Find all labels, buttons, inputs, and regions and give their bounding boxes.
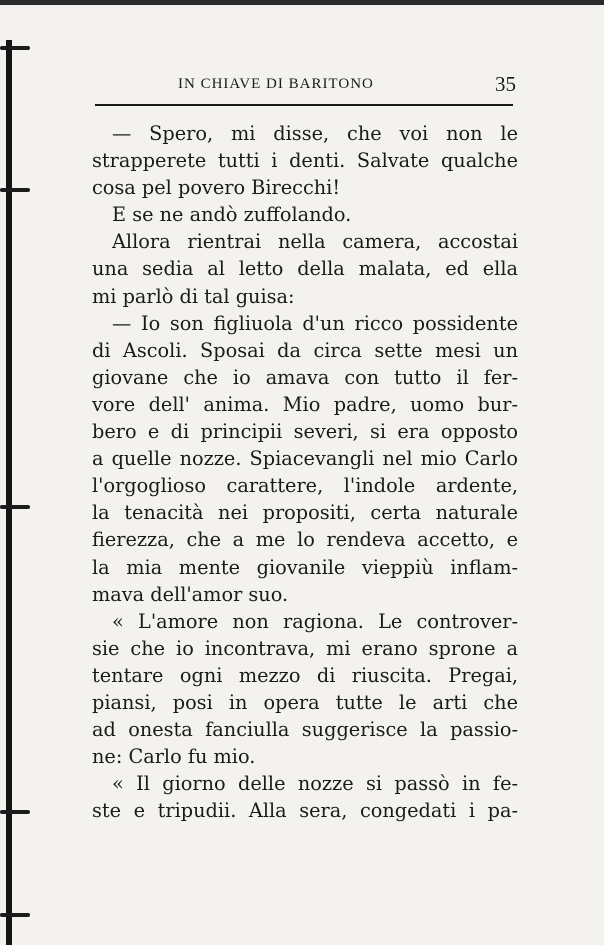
page-top-edge xyxy=(0,0,604,5)
page-header xyxy=(92,72,516,100)
text-line: Allora rientrai nella camera, accostai xyxy=(112,230,518,254)
text-line: mi parlò di tal guisa: xyxy=(92,284,295,308)
text-line: piansi, posi in opera tutte le arti che xyxy=(92,690,518,714)
text-line: ne: Carlo fu mio. xyxy=(92,745,256,769)
text-line: fierezza, che a me lo rendeva accetto, e xyxy=(92,528,518,552)
text-line: strapperete tutti i denti. Salvate qualche xyxy=(92,149,518,173)
binding-stitch xyxy=(0,188,30,192)
text-line: — Spero, mi disse, che voi non le xyxy=(112,122,518,145)
text-line: la mia mente giovanile vieppiù inflam- xyxy=(92,555,518,579)
binding-stitch xyxy=(0,913,30,917)
text-line: l'orgoglioso carattere, l'indole ardente, xyxy=(92,474,518,498)
text-line: bero e di principii severi, si era opposto xyxy=(92,420,518,444)
text-line: a quelle nozze. Spiacevangli nel mio Carlo xyxy=(92,447,518,471)
binding-stitch xyxy=(0,46,30,50)
running-title: IN CHIAVE DI BARITONO xyxy=(178,76,374,92)
text-line: vore dell' anima. Mio padre, uomo bur- xyxy=(92,392,518,416)
text-line: ste e tripudii. Alla sera, congedati i pa- xyxy=(92,799,518,823)
text-line: cosa pel povero Birecchi! xyxy=(92,176,341,200)
text-line: tentare ogni mezzo di riuscita. Pregai, xyxy=(92,663,518,687)
binding-stitch xyxy=(0,505,30,509)
text-line: sie che io incontrava, mi erano sprone a xyxy=(92,636,518,660)
text-line: mava dell'amor suo. xyxy=(92,582,289,606)
header-rule xyxy=(95,104,513,106)
binding-stitch xyxy=(0,810,30,814)
text-line: E se ne andò zuffolando. xyxy=(112,203,352,227)
text-line: una sedia al letto della malata, ed ella xyxy=(92,257,518,281)
text-line: giovane che io amava con tutto il fer- xyxy=(92,365,518,389)
text-line: la tenacità nei propositi, certa naturale xyxy=(92,501,518,525)
text-line: di Ascoli. Sposai da circa sette mesi un xyxy=(92,338,518,362)
text-line: — Io son figliuola d'un ricco possidente xyxy=(112,311,518,335)
text-line: ad onesta fanciulla suggerisce la passio- xyxy=(92,718,518,742)
text-line: « Il giorno delle nozze si passò in fe- xyxy=(112,772,518,796)
page-number: 35 xyxy=(495,72,516,96)
text-line: « L'amore non ragiona. Le controver- xyxy=(112,609,518,633)
body-text xyxy=(92,120,518,824)
